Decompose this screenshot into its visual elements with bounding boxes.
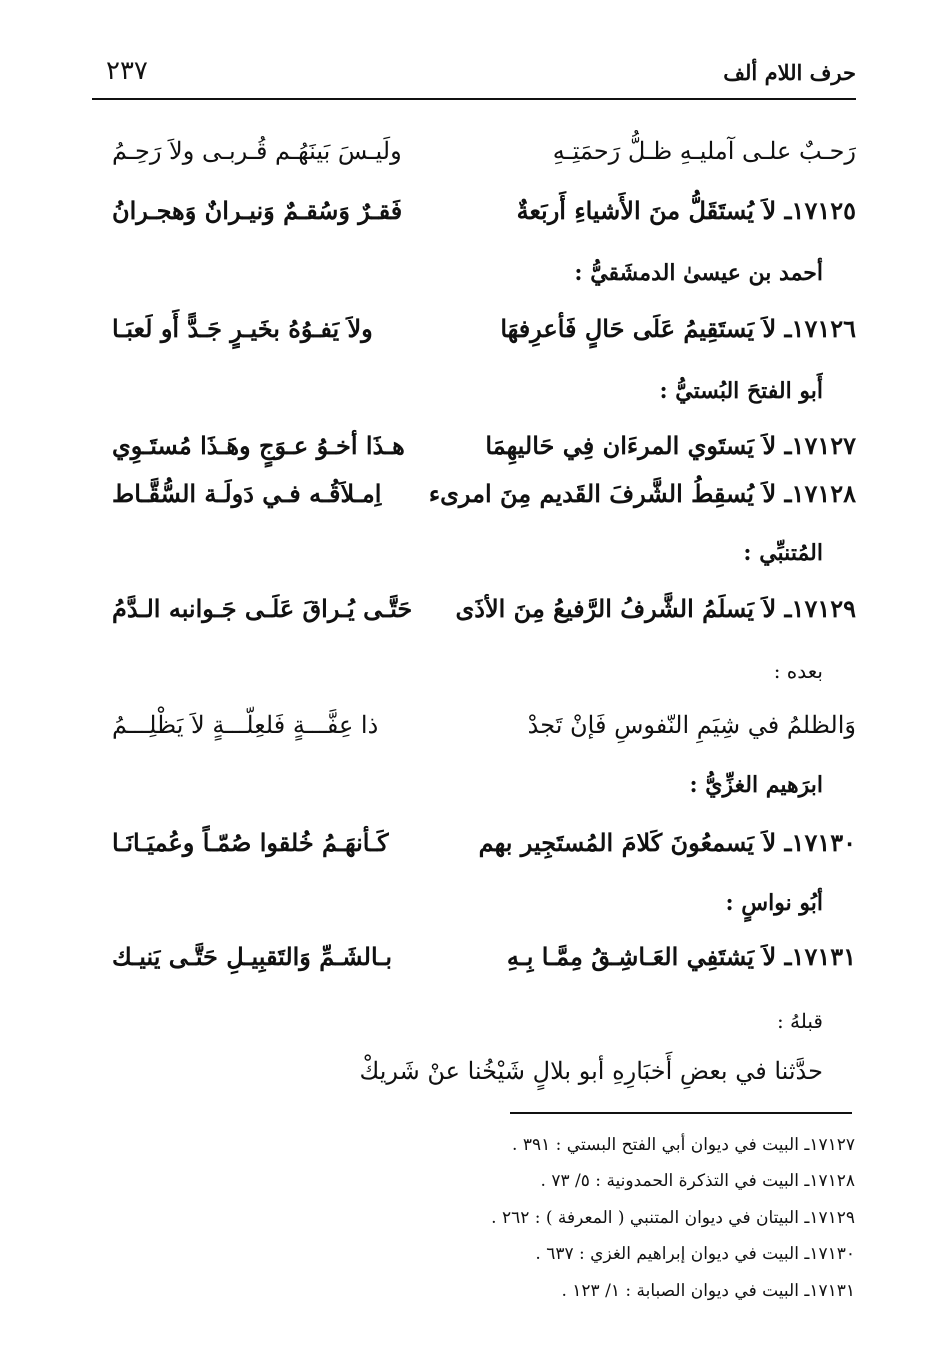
poet-attribution: أبُو نواسٍ : bbox=[725, 890, 823, 916]
poet-attribution: المُتنبِّي : bbox=[743, 540, 823, 566]
running-head: حرف اللام ألف bbox=[723, 60, 856, 85]
verse-line bbox=[112, 932, 856, 982]
page-header bbox=[92, 54, 856, 100]
poet-attribution: أحمد بن عيسىٰ الدمشَقيُّ : bbox=[574, 260, 823, 286]
poet-attribution: ابرَهيم الغزِّيُّ : bbox=[689, 772, 823, 798]
verse-second-hemistich: كَـأنهَـمُ خُلقوا صُمّـاً وعُميَـانَـا bbox=[112, 828, 389, 857]
verse-second-hemistich: هـذَا أخـوُ عـوَجٍ وهَـذَا مُستَـوِي bbox=[112, 431, 405, 460]
verse-first-hemistich: ١٧١٢٩ـ لاَ يَسلَمُ الشَّرفُ الرَّفيعُ مِنَ الأذَى bbox=[455, 594, 856, 623]
verse-second-hemistich: ذا عِفَّـــةٍ فَلعِلّـــةٍ لاَ يَظْلِـــمُ bbox=[112, 711, 379, 739]
footnote: ١٧١٢٨ـ البيت في التذكرة الحمدونية : ٥/ ٧٣ . bbox=[540, 1171, 855, 1191]
verse-first-hemistich: ١٧١٢٥ـ لاَ يُستَقَلُّ منَ الأَشياءِ أَربَعةٌ bbox=[516, 196, 856, 225]
footnote: ١٧١٢٧ـ البيت في ديوان أبي الفتح البستي : ٣٩١ . bbox=[512, 1135, 855, 1155]
verse-second-hemistich: بـالشَـمِّ وَالتَقبِيـلِ حَتَّـى يَنيـك bbox=[112, 942, 392, 971]
poet-attribution: أَبو الفتحَ البُستيُّ : bbox=[659, 378, 823, 404]
page-number: ٢٣٧ bbox=[106, 56, 148, 86]
verse-line bbox=[112, 818, 856, 868]
verse-first-hemistich: رَحـبٌ علـى آمليـهِ ظـلُّ رَحمَتِـهِ bbox=[552, 137, 856, 165]
footnote: ١٧١٣١ـ البيت في ديوان الصبابة : ١/ ١٢٣ . bbox=[561, 1281, 855, 1301]
footnote: ١٧١٣٠ـ البيت في ديوان إبراهيم الغزي : ٦٣٧ . bbox=[535, 1244, 855, 1264]
verse-first-hemistich: ١٧١٢٦ـ لاَ يَستَقِيمُ عَلَى حَالٍ فَأعرِفهَا bbox=[500, 314, 856, 343]
prose-line: حدَّثنا في بعضِ أَخبَارِهِ أبو بلالٍ شَيْخُنا عنْ شَريكْ bbox=[359, 1057, 823, 1085]
verse-first-hemistich: ١٧١٣١ـ لاَ يَشتَفِي العَـاشِـقُ مِمَّـا بِـهِ bbox=[506, 942, 856, 971]
verse-line bbox=[112, 469, 856, 519]
verse-second-hemistich: فَقـرٌ وَسُقـمٌ وَنيـرانٌ وَهجـرانُ bbox=[112, 196, 403, 225]
verse-line bbox=[112, 421, 856, 471]
section-note: بعده : bbox=[773, 659, 823, 683]
verse-first-hemistich: وَالظلمُ في شِيَمِ النّفوسِ فَإنْ تَجدْ bbox=[527, 711, 856, 739]
footnote-divider bbox=[510, 1112, 852, 1114]
verse-first-hemistich: ١٧١٢٨ـ لاَ يُسقِطُ الشَّرفَ القَديم مِنَ امرىء bbox=[428, 479, 856, 508]
verse-line bbox=[112, 304, 856, 354]
verse-second-hemistich: حَتَّـى يُـراقَ عَلَـى جَـوانبه الـدَّمُ bbox=[112, 594, 413, 623]
verse-second-hemistich: ولَيـسَ بَينَهُـم قُـربـى ولاَ رَحِـمُ bbox=[112, 137, 402, 165]
verse-first-hemistich: ١٧١٣٠ـ لاَ يَسمعُونَ كَلامَ المُستَجِير بهم bbox=[478, 828, 856, 857]
section-note: قبلهُ : bbox=[776, 1009, 823, 1033]
verse-first-hemistich: ١٧١٢٧ـ لاَ يَستَوي المرءَان فِي حَاليهِمَا bbox=[485, 431, 856, 460]
verse-second-hemistich: ولاَ يَفـوُهُ بخَيـرٍ جَـدًّ أَو لَعبَـا bbox=[112, 314, 373, 343]
verse-line bbox=[112, 126, 856, 176]
verse-second-hemistich: اِمـلاَقُـه فـي دَولَـة السُّقَّـاط bbox=[112, 479, 382, 508]
verse-line bbox=[112, 186, 856, 236]
verse-line bbox=[112, 700, 856, 750]
footnote: ١٧١٢٩ـ البيتان في ديوان المتنبي ( المعرفة ) : ٢٦٢ . bbox=[491, 1208, 855, 1228]
verse-line bbox=[112, 584, 856, 634]
